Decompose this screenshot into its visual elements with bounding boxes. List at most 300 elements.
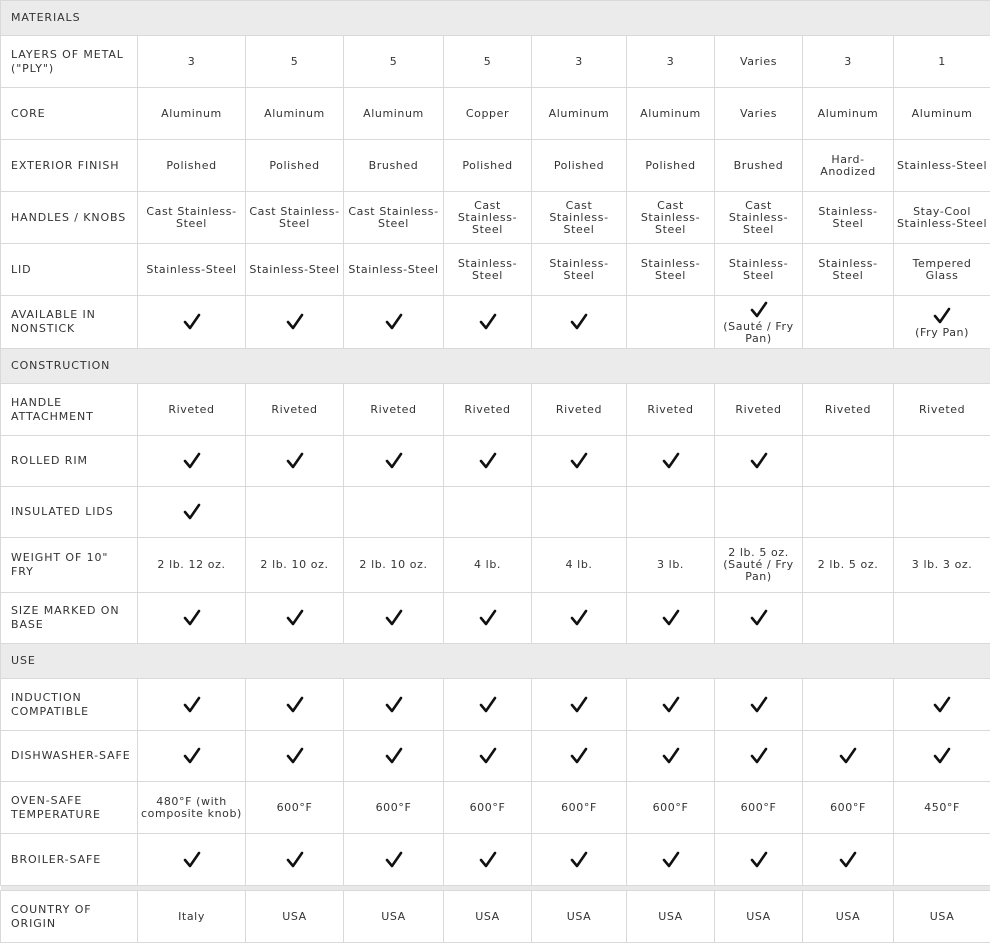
table-row: [1, 384, 990, 436]
cell-value: 600°F: [741, 801, 777, 814]
table-cell: [444, 679, 532, 731]
table-row: [1, 36, 990, 88]
row-label-layers-of-metal-ply: LAYERS OF METAL ("PLY"): [1, 36, 138, 88]
table-cell: [246, 538, 344, 593]
table-row: [1, 436, 990, 487]
cell-value: 600°F: [653, 801, 689, 814]
table-row: [1, 679, 990, 731]
cell-value: 3: [575, 55, 583, 68]
table-cell: [715, 36, 803, 88]
table-cell: [803, 88, 894, 140]
cell-value: Polished: [166, 159, 216, 172]
table-cell: [344, 891, 444, 943]
cell-value: Brushed: [369, 159, 419, 172]
checkmark-icon: [285, 451, 305, 471]
table-cell: [138, 679, 246, 731]
table-cell: [246, 384, 344, 436]
table-cell: [894, 782, 990, 834]
cell-value: 2 lb. 5 oz.: [818, 558, 879, 571]
table-cell: [138, 487, 246, 538]
table-cell: [444, 140, 532, 192]
checkmark-icon: [661, 850, 681, 870]
table-cell: [444, 891, 532, 943]
row-label-country-of-origin: COUNTRY OF ORIGIN: [1, 891, 138, 943]
checkmark-icon: [182, 746, 202, 766]
table-cell: [444, 192, 532, 244]
table-cell: [627, 384, 715, 436]
table-cell: [715, 593, 803, 644]
cell-note: (Fry Pan): [896, 327, 988, 339]
table-cell: [444, 36, 532, 88]
cell-value: Varies: [740, 107, 777, 120]
cell-value: 600°F: [470, 801, 506, 814]
checkmark-icon: [285, 312, 305, 332]
cell-value: Riveted: [647, 403, 693, 416]
table-cell: [803, 731, 894, 782]
table-cell: [627, 88, 715, 140]
table-cell: [138, 88, 246, 140]
cell-value: USA: [658, 910, 683, 923]
table-cell: [532, 140, 627, 192]
checkmark-icon: [285, 746, 305, 766]
table-cell: [138, 384, 246, 436]
cell-value: 5: [390, 55, 398, 68]
table-cell: [246, 782, 344, 834]
row-label-core: CORE: [1, 88, 138, 140]
cell-value: Cast Stainless-Steel: [249, 205, 339, 230]
table-cell: [344, 782, 444, 834]
checkmark-icon: [384, 451, 404, 471]
table-cell: [715, 679, 803, 731]
section-header-construction: [1, 349, 990, 384]
checkmark-icon: [569, 746, 589, 766]
table-cell: [532, 244, 627, 296]
table-row: [1, 782, 990, 834]
cell-value: Aluminum: [161, 107, 222, 120]
cell-value: Cast Stainless-Steel: [641, 199, 700, 236]
cell-value: Riveted: [370, 403, 416, 416]
cell-value: Riveted: [556, 403, 602, 416]
cell-value: Italy: [178, 910, 205, 923]
cell-value: Stainless-Steel: [458, 257, 517, 282]
cell-value: Riveted: [168, 403, 214, 416]
row-label-handles-knobs: HANDLES / KNOBS: [1, 192, 138, 244]
row-label-insulated-lids: INSULATED LIDS: [1, 487, 138, 538]
row-label-available-in-nonstick: AVAILABLE IN NONSTICK: [1, 296, 138, 349]
table-cell: [803, 891, 894, 943]
cell-value: Stainless-Steel: [348, 263, 438, 276]
cell-value: Cast Stainless-Steel: [348, 205, 438, 230]
checkmark-icon: [749, 300, 769, 320]
cell-value: Riveted: [735, 403, 781, 416]
cell-value: Stainless-Steel: [897, 159, 987, 172]
table-cell: [532, 538, 627, 593]
table-cell: [627, 436, 715, 487]
table-cell: [803, 593, 894, 644]
cell-value: Hard-Anodized: [820, 153, 876, 178]
table-cell: [894, 593, 990, 644]
table-cell: [715, 891, 803, 943]
cell-value: Stainless-Steel: [549, 257, 608, 282]
table-cell: [246, 296, 344, 349]
cell-value: USA: [381, 910, 406, 923]
cell-value: Stainless-Steel: [818, 257, 877, 282]
table-cell: [715, 384, 803, 436]
row-label-exterior-finish: EXTERIOR FINISH: [1, 140, 138, 192]
table-cell: [444, 731, 532, 782]
table-row: [1, 244, 990, 296]
table-cell: [246, 891, 344, 943]
table-cell: [715, 192, 803, 244]
cell-value: Cast Stainless-Steel: [549, 199, 608, 236]
table-cell: [344, 244, 444, 296]
row-label-dishwasher-safe: DISHWASHER-SAFE: [1, 731, 138, 782]
table-cell: [532, 891, 627, 943]
table-cell: [627, 593, 715, 644]
cell-value: 2 lb. 12 oz.: [157, 558, 225, 571]
cell-value: USA: [746, 910, 771, 923]
table-cell: [532, 593, 627, 644]
checkmark-icon: [838, 746, 858, 766]
cell-note: (Sauté / Fry Pan): [717, 321, 800, 345]
table-cell: [627, 192, 715, 244]
table-cell: [715, 244, 803, 296]
cell-value: Brushed: [734, 159, 784, 172]
table-cell: [246, 593, 344, 644]
table-cell: [138, 731, 246, 782]
checkmark-icon: [285, 695, 305, 715]
table-cell: [344, 731, 444, 782]
table-cell: [894, 487, 990, 538]
checkmark-icon: [749, 451, 769, 471]
row-label-broiler-safe: BROILER-SAFE: [1, 834, 138, 886]
table-cell: [444, 593, 532, 644]
cell-value: Tempered Glass: [913, 257, 972, 282]
cell-value: Polished: [269, 159, 319, 172]
table-cell: [803, 782, 894, 834]
cell-value: Aluminum: [818, 107, 879, 120]
table-cell: [444, 244, 532, 296]
cell-value: 480°F (with composite knob): [141, 795, 242, 820]
table-cell: [803, 436, 894, 487]
checkmark-icon: [569, 312, 589, 332]
table-cell: [627, 891, 715, 943]
table-cell: [894, 296, 990, 349]
table-cell: [138, 296, 246, 349]
table-cell: [803, 192, 894, 244]
table-cell: [532, 679, 627, 731]
cell-value: USA: [282, 910, 307, 923]
table-cell: [894, 538, 990, 593]
table-cell: [803, 538, 894, 593]
table-cell: [803, 296, 894, 349]
table-cell: [627, 782, 715, 834]
cell-value: USA: [475, 910, 500, 923]
table-cell: [138, 140, 246, 192]
checkmark-icon: [478, 608, 498, 628]
table-cell: [627, 731, 715, 782]
table-row: [1, 140, 990, 192]
table-cell: [138, 834, 246, 886]
section-title: MATERIALS: [1, 1, 990, 36]
checkmark-icon: [182, 502, 202, 522]
checkmark-icon: [749, 608, 769, 628]
table-cell: [715, 296, 803, 349]
cell-value: 1: [938, 55, 946, 68]
table-cell: [803, 384, 894, 436]
cell-value: 2 lb. 10 oz.: [260, 558, 328, 571]
table-cell: [627, 140, 715, 192]
table-cell: [246, 244, 344, 296]
table-cell: [444, 782, 532, 834]
row-label-oven-safe-temperature: OVEN-SAFE TEMPERATURE: [1, 782, 138, 834]
table-cell: [715, 436, 803, 487]
checkmark-icon: [182, 695, 202, 715]
table-cell: [803, 834, 894, 886]
table-cell: [246, 487, 344, 538]
table-cell: [894, 140, 990, 192]
cell-value: Aluminum: [912, 107, 973, 120]
table-row: [1, 88, 990, 140]
table-cell: [715, 88, 803, 140]
table-cell: [344, 538, 444, 593]
table-cell: [894, 891, 990, 943]
row-label-weight-of-10-fry: WEIGHT OF 10" FRY: [1, 538, 138, 593]
table-cell: [715, 834, 803, 886]
table-cell: [344, 140, 444, 192]
table-cell: [894, 436, 990, 487]
checkmark-icon: [478, 312, 498, 332]
table-cell: [532, 384, 627, 436]
checkmark-icon: [569, 451, 589, 471]
checkmark-icon: [932, 695, 952, 715]
checkmark-icon: [661, 608, 681, 628]
checkmark-icon: [569, 608, 589, 628]
table-cell: [715, 487, 803, 538]
table-cell: [715, 731, 803, 782]
checkmark-icon: [182, 312, 202, 332]
table-cell: [444, 296, 532, 349]
table-cell: [344, 296, 444, 349]
table-cell: [715, 538, 803, 593]
table-cell: [138, 36, 246, 88]
checkmark-icon: [182, 608, 202, 628]
table-cell: [803, 140, 894, 192]
table-cell: [894, 36, 990, 88]
table-cell: [344, 384, 444, 436]
checkmark-icon: [384, 312, 404, 332]
table-cell: [246, 36, 344, 88]
cell-value: 2 lb. 10 oz.: [359, 558, 427, 571]
table-cell: [344, 679, 444, 731]
row-label-size-marked-on-base: SIZE MARKED ON BASE: [1, 593, 138, 644]
table-row: [1, 192, 990, 244]
table-row: [1, 891, 990, 943]
cell-value: 2 lb. 5 oz. (Sauté / Fry Pan): [723, 546, 794, 583]
checkmark-icon: [932, 746, 952, 766]
cell-value: Riveted: [919, 403, 965, 416]
cell-value: Aluminum: [264, 107, 325, 120]
section-title: USE: [1, 644, 990, 679]
cell-value: Polished: [554, 159, 604, 172]
cell-value: Stainless-Steel: [818, 205, 877, 230]
checkmark-icon: [661, 695, 681, 715]
checkmark-icon: [838, 850, 858, 870]
table-cell: [344, 593, 444, 644]
table-cell: [344, 487, 444, 538]
cell-value: Cast Stainless-Steel: [146, 205, 236, 230]
table-cell: [894, 679, 990, 731]
cell-value: Varies: [740, 55, 777, 68]
table-cell: [532, 36, 627, 88]
checkmark-icon: [182, 850, 202, 870]
table-cell: [894, 192, 990, 244]
table-cell: [246, 436, 344, 487]
cell-value: Aluminum: [549, 107, 610, 120]
table-cell: [627, 487, 715, 538]
checkmark-icon: [182, 451, 202, 471]
table-row: [1, 487, 990, 538]
table-cell: [138, 436, 246, 487]
table-cell: [894, 88, 990, 140]
cell-value: Cast Stainless-Steel: [729, 199, 788, 236]
table-cell: [138, 244, 246, 296]
cell-value: Riveted: [464, 403, 510, 416]
table-cell: [444, 834, 532, 886]
table-row: [1, 593, 990, 644]
table-cell: [138, 538, 246, 593]
checkmark-icon: [478, 695, 498, 715]
checkmark-icon: [384, 608, 404, 628]
table-cell: [627, 679, 715, 731]
cell-value: Copper: [466, 107, 509, 120]
row-label-induction-compatible: INDUCTION COMPATIBLE: [1, 679, 138, 731]
cell-value: 3: [667, 55, 675, 68]
row-label-handle-attachment: HANDLE ATTACHMENT: [1, 384, 138, 436]
table-cell: [803, 487, 894, 538]
table-cell: [246, 140, 344, 192]
cell-value: USA: [567, 910, 592, 923]
cell-value: Stainless-Steel: [641, 257, 700, 282]
table-cell: [246, 679, 344, 731]
table-cell: [344, 436, 444, 487]
table-cell: [627, 36, 715, 88]
checkmark-icon: [478, 451, 498, 471]
checkmark-icon: [384, 695, 404, 715]
table-cell: [344, 834, 444, 886]
table-cell: [803, 679, 894, 731]
table-row: [1, 296, 990, 349]
cell-value: Stainless-Steel: [146, 263, 236, 276]
section-title: CONSTRUCTION: [1, 349, 990, 384]
table-cell: [627, 834, 715, 886]
checkmark-icon: [569, 850, 589, 870]
checkmark-icon: [932, 306, 952, 326]
table-cell: [532, 834, 627, 886]
table-cell: [138, 593, 246, 644]
table-cell: [444, 538, 532, 593]
row-label-lid: LID: [1, 244, 138, 296]
cell-value: Aluminum: [363, 107, 424, 120]
cell-value: 4 lb.: [474, 558, 501, 571]
table-cell: [344, 88, 444, 140]
table-row: [1, 538, 990, 593]
checkmark-icon: [661, 746, 681, 766]
table-cell: [532, 731, 627, 782]
cell-value: 450°F: [924, 801, 960, 814]
table-cell: [246, 88, 344, 140]
cell-value: Stay-Cool Stainless-Steel: [897, 205, 987, 230]
table-cell: [246, 731, 344, 782]
checkmark-icon: [661, 451, 681, 471]
table-cell: [532, 88, 627, 140]
checkmark-icon: [384, 746, 404, 766]
table-cell: [246, 834, 344, 886]
cell-value: Stainless-Steel: [729, 257, 788, 282]
cell-value: USA: [930, 910, 955, 923]
cell-value: 3 lb.: [657, 558, 684, 571]
table-row: [1, 731, 990, 782]
table-cell: [627, 538, 715, 593]
cell-value: 3: [188, 55, 196, 68]
table-row: [1, 834, 990, 886]
checkmark-icon: [749, 695, 769, 715]
table-cell: [894, 834, 990, 886]
cell-value: Cast Stainless-Steel: [458, 199, 517, 236]
cell-value: Aluminum: [640, 107, 701, 120]
cell-value: 3 lb. 3 oz.: [912, 558, 973, 571]
table-cell: [138, 891, 246, 943]
table-cell: [803, 244, 894, 296]
table-cell: [894, 731, 990, 782]
table-cell: [444, 487, 532, 538]
table-cell: [715, 782, 803, 834]
cell-value: 5: [291, 55, 299, 68]
section-header-materials: [1, 1, 990, 36]
cell-value: 5: [484, 55, 492, 68]
table-cell: [532, 782, 627, 834]
table-cell: [532, 296, 627, 349]
cell-value: 600°F: [376, 801, 412, 814]
checkmark-icon: [749, 850, 769, 870]
row-label-rolled-rim: ROLLED RIM: [1, 436, 138, 487]
table-cell: [894, 384, 990, 436]
table-cell: [444, 436, 532, 487]
table-cell: [532, 436, 627, 487]
table-cell: [444, 384, 532, 436]
cell-value: Stainless-Steel: [249, 263, 339, 276]
cell-value: 4 lb.: [565, 558, 592, 571]
table-cell: [246, 192, 344, 244]
checkmark-icon: [569, 695, 589, 715]
table-cell: [344, 36, 444, 88]
table-cell: [715, 140, 803, 192]
cell-value: 600°F: [830, 801, 866, 814]
checkmark-icon: [285, 850, 305, 870]
table-cell: [627, 296, 715, 349]
table-cell: [344, 192, 444, 244]
cell-value: Riveted: [825, 403, 871, 416]
table-cell: [138, 192, 246, 244]
section-header-use: [1, 644, 990, 679]
table-cell: [532, 192, 627, 244]
checkmark-icon: [749, 746, 769, 766]
table-cell: [138, 782, 246, 834]
checkmark-icon: [285, 608, 305, 628]
table-cell: [532, 487, 627, 538]
checkmark-icon: [478, 746, 498, 766]
table-cell: [627, 244, 715, 296]
